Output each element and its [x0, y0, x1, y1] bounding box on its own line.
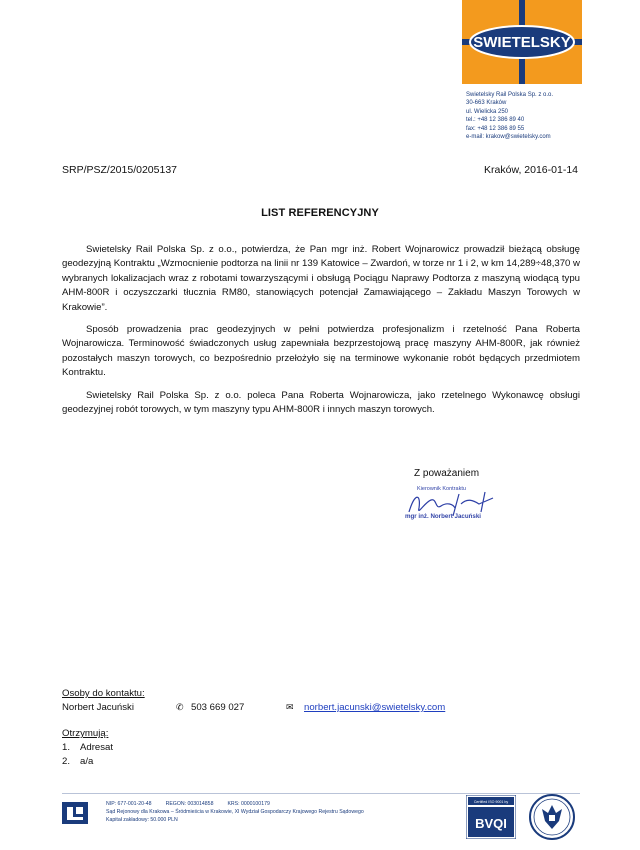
austrian-emblem-seal [524, 793, 580, 841]
swietelsky-logo [462, 0, 582, 84]
recipient-number: 2. [62, 756, 71, 767]
recipients-heading: Otrzymują: [62, 728, 109, 739]
footer-divider [62, 793, 580, 794]
paragraph-3: Swietelsky Rail Polska Sp. z o.o. poleca Pana Roberta Wojnarowicza, jako rzetelnego Wykonawcę obsługi geodezyjnej robót torowych, w tym maszyny typu AHM-800R i innych maszyn torowych. [62, 389, 580, 416]
company-postcode: 30-663 Kraków [466, 100, 507, 107]
company-name: Swietelsky Rail Polska Sp. z o.o. [466, 92, 554, 98]
footer-nip: NIP: 677-001-20-48 [106, 801, 152, 807]
document-title: LIST REFERENCYJNY [261, 207, 379, 219]
paragraph-1: Swietelsky Rail Polska Sp. z o.o., potwierdza, że Pan mgr inż. Robert Wojnarowicz prowadził bieżącą obsługę geodezyjną Kontraktu „Wzmocnienie podtorza na linii nr 139 Katowice – Zwardoń, w torze nr 1 i 2, w km 14,289÷48,370 w wybranych lokalizacjach wraz z robotami towarzyszącymi i obsługą Pociągu Naprawy Podtorza z maszyną wiodącą typu AHM-800R i oczyszczarki tłucznia RM80, stanowiących potencjał Zamawiającego – Zakładu Maszyn Torowych w Krakowie”. [62, 244, 580, 313]
company-address [466, 91, 553, 141]
company-tel: tel.: +48 12 386 89 40 [466, 117, 525, 124]
reference-number: SRP/PSZ/2015/0205137 [62, 164, 177, 176]
bvqi-text: BVQI [475, 816, 507, 831]
footer-krs: KRS: 0000100179 [227, 801, 270, 807]
contact-name: Norbert Jacuński [62, 702, 134, 713]
footer-regon: REGON: 003014858 [165, 801, 214, 807]
recipient-text: Adresat [80, 742, 114, 753]
recipient-item [62, 742, 113, 753]
bvqi-caption: Certified ISO 9001 by [473, 800, 509, 804]
contact-email-link[interactable]: norbert.jacunski@swietelsky.com [304, 702, 446, 713]
recipient-item [62, 756, 93, 767]
contact-phone: 503 669 027 [191, 702, 245, 713]
paragraph-2: Sposób prowadzenia prac geodezyjnych w pełni potwierdza profesjonalizm i rzetelność Pana Roberta Wojnarowicza. Terminowość świadczonych usług zapewniała bezprzestojową pracę maszyny AHM-800R, jak również pozostałych maszyn torowych, co bezpośrednio przełożyło się na terminowe wykonanie robót będących przedmiotem Kontraktu. [62, 324, 580, 379]
logo-text: SWIETELSKY [473, 34, 571, 51]
mail-icon: ✉ [286, 702, 294, 712]
contacts-heading: Osoby do kontaktu: [62, 688, 145, 699]
recipient-text: a/a [80, 756, 94, 767]
bvqi-certification-logo [466, 795, 516, 839]
recipient-number: 1. [62, 742, 71, 753]
letter-body [62, 243, 580, 425]
stamp-role: Kierownik Kontraktu [417, 486, 466, 492]
footer-capital: Kapitał zakładowy: 50.000 PLN [106, 816, 178, 823]
company-fax: fax: +48 12 386 89 55 [466, 125, 525, 132]
stamp-name: mgr inż. Norbert Jacuński [405, 513, 481, 520]
company-street: ul. Wielicka 250 [466, 108, 509, 115]
closing: Z poważaniem [414, 468, 480, 479]
footer-registry [106, 801, 364, 824]
footer-logo-icon [62, 802, 88, 824]
document-date: Kraków, 2016-01-14 [484, 164, 578, 176]
footer-court: Sąd Rejonowy dla Krakowa – Śródmieścia w Krakowie, XI Wydział Gospodarczy Krajowego Rejestru Sądowego [106, 808, 364, 815]
signature-stamp [395, 482, 515, 534]
company-email: e-mail: krakow@swietelsky.com [466, 134, 551, 141]
phone-icon: ✆ [176, 702, 184, 712]
